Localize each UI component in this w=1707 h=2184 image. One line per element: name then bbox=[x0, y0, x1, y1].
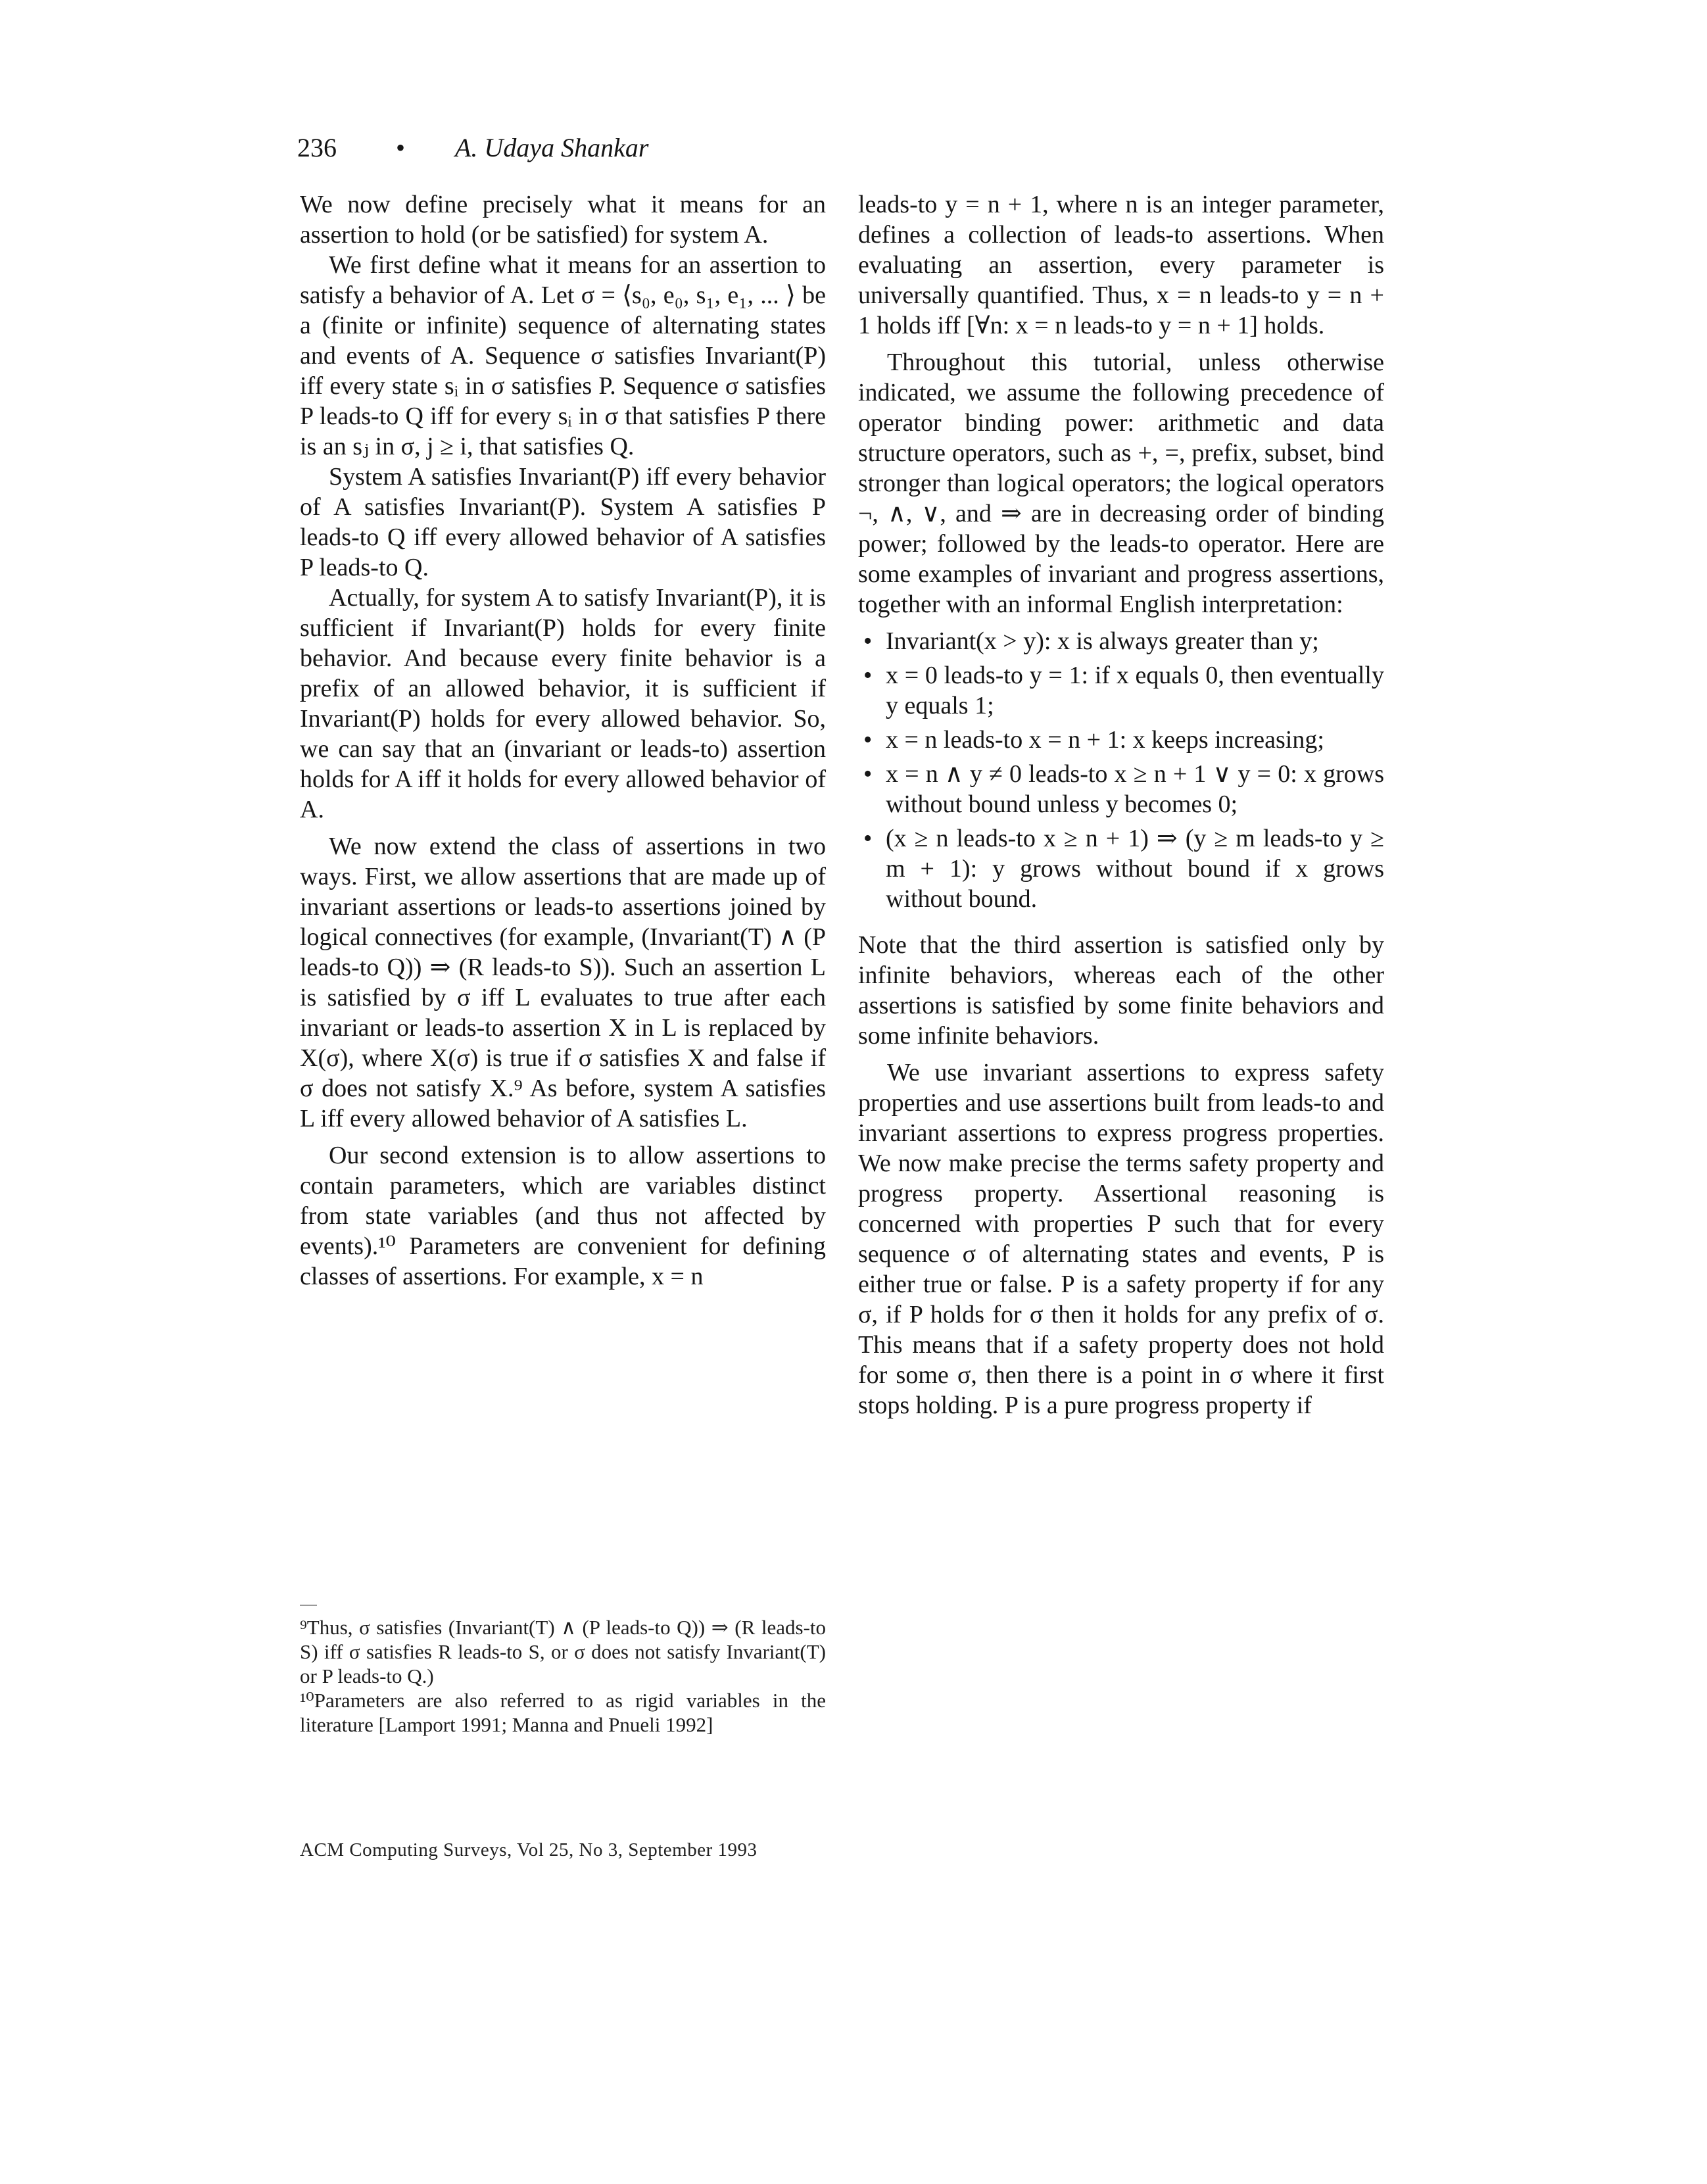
paragraph: We now extend the class of assertions in two ways. First, we allow assertions that are made up of invariant assertions or leads-to assertions joined by logical connectives (for example, (Invariant(T) ∧ (P leads-to Q)) ⇒ (R leads-to S)). Such an assertion L is satisfied by σ iff L evaluates to true after each invariant or leads-to assertion X in L is replaced by X(σ), where X(σ) is true if σ satisfies X and false if σ does not satisfy X.⁹ As before, system A satisfies L iff every allowed behavior of A satisfies L. bbox=[300, 833, 826, 1132]
paragraph: We now define precisely what it means for an assertion to hold (or be satisfied) for system A. bbox=[300, 191, 826, 249]
paragraph: Actually, for system A to satisfy Invariant(P), it is sufficient if Invariant(P) holds for every finite behavior. And because every finite behavior is a prefix of an allowed behavior, it is sufficient if Invariant(P) holds for every allowed behavior. So, we can say that an (invariant or leads-to) assertion holds for A iff it holds for every allowed behavior of A. bbox=[300, 584, 826, 823]
paragraph: We first define what it means for an assertion to satisfy a behavior of A. Let σ = ⟨s₀, e₀, s₁, e₁, ... ⟩ be a (finite or infinite) sequence of alternating states and events of A. Sequence σ satisfies Invariant(P) iff every state sᵢ in σ satisfies P. Sequence σ satisfies P leads-to Q iff for every sᵢ in σ that satisfies P there is an sⱼ in σ, j ≥ i, that satisfies Q. bbox=[300, 251, 826, 460]
paragraph: We use invariant assertions to express safety properties and use assertions built from leads-to and invariant assertions to express progress properties. We now make precise the terms safety property and progress property. Assertional reasoning is concerned with properties P such that for every sequence σ of alternating states and events, P is either true or false. P is a safety property if for any σ, if P holds for σ then it holds for any prefix of σ. This means that if a safety property does not hold for some σ, then there is a point in σ where it first stops holding. P is a pure progress property if bbox=[858, 1059, 1384, 1419]
right-column bbox=[858, 189, 1384, 1420]
left-column bbox=[300, 189, 826, 1292]
paragraph: System A satisfies Invariant(P) iff every behavior of A satisfies Invariant(P). System A satisfies P leads-to Q iff every allowed behavior of A satisfies P leads-to Q. bbox=[300, 463, 826, 581]
footnotes bbox=[300, 1615, 826, 1737]
header-separator: • bbox=[396, 133, 406, 162]
paragraph: leads-to y = n + 1, where n is an integer parameter, defines a collection of leads-to assertions. When evaluating an assertion, every parameter is universally quantified. Thus, x = n leads-to y = n + 1 holds iff [∀n: x = n leads-to y = n + 1] holds. bbox=[858, 191, 1384, 339]
running-author: A. Udaya Shankar bbox=[455, 133, 649, 162]
paragraph: Our second extension is to allow assertions to contain parameters, which are variables distinct from state variables (and thus not affected by events).¹⁰ Parameters are convenient for defining classes of assertions. For example, x = n bbox=[300, 1142, 826, 1290]
paragraph: Throughout this tutorial, unless otherwise indicated, we assume the following precedence of operator binding power: arithmetic and data structure operators, such as +, =, prefix, subset, bind stronger than logical operators; the logical operators ¬, ∧, ∨, and ⇒ are in decreasing order of binding power; followed by the leads-to operator. Here are some examples of invariant and progress assertions, together with an informal English interpretation: bbox=[858, 349, 1384, 618]
list-item: • x = n leads-to x = n + 1: x keeps increasing; bbox=[858, 725, 1384, 755]
list-item: • (x ≥ n leads-to x ≥ n + 1) ⇒ (y ≥ m leads-to y ≥ m + 1): y grows without bound if x grows without bound. bbox=[858, 823, 1384, 914]
list-item: • x = 0 leads-to y = 1: if x equals 0, then eventually y equals 1; bbox=[858, 660, 1384, 721]
journal-footer: ACM Computing Surveys, Vol 25, No 3, September 1993 bbox=[300, 1839, 757, 1860]
footnote-9: ⁹Thus, σ satisfies (Invariant(T) ∧ (P leads-to Q)) ⇒ (R leads-to S) iff σ satisfies R leads-to S, or σ does not satisfy Invariant(T) or P leads-to Q.) bbox=[300, 1616, 826, 1687]
running-header bbox=[297, 132, 648, 164]
paragraph: Note that the third assertion is satisfied only by infinite behaviors, whereas each of the other assertions is satisfied by some finite behaviors and some infinite behaviors. bbox=[858, 931, 1384, 1050]
assertion-examples-list bbox=[858, 626, 1384, 914]
footnote-10: ¹⁰Parameters are also referred to as rigid variables in the literature [Lamport 1991; Manna and Pnueli 1992] bbox=[300, 1689, 826, 1736]
footnote-rule bbox=[300, 1605, 317, 1606]
list-item: • Invariant(x > y): x is always greater than y; bbox=[858, 626, 1384, 656]
list-item: • x = n ∧ y ≠ 0 leads-to x ≥ n + 1 ∨ y = 0: x grows without bound unless y becomes 0; bbox=[858, 759, 1384, 819]
page-number: 236 bbox=[297, 133, 337, 162]
